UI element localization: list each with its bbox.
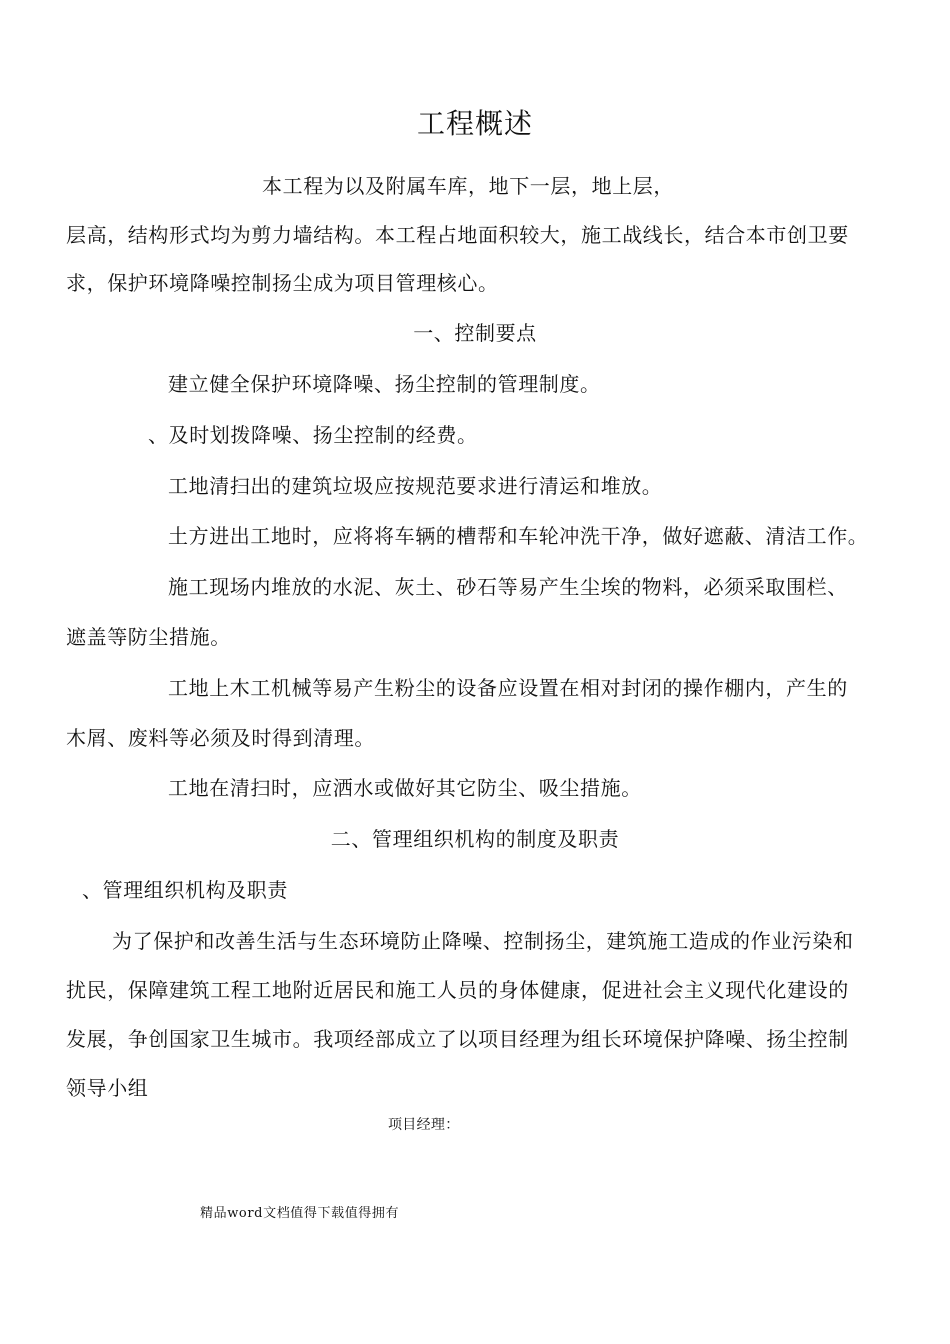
- section-1-paragraph-3: 工地清扫出的建筑垃圾应按规范要求进行清运和堆放。: [168, 474, 663, 498]
- section-1-paragraph-6-line-1: 工地上木工机械等易产生粉尘的设备应设置在相对封闭的操作棚内，产生的: [168, 676, 848, 700]
- page-footer: 精品word文档值得下载值得拥有: [200, 1206, 400, 1221]
- org-chart-label: 项目经理：: [388, 1117, 460, 1133]
- section-2-paragraph-line-4: 领导小组: [66, 1076, 149, 1100]
- intro-line-1: 本工程为以及附属车库，地下一层，地上层，: [262, 174, 674, 198]
- page-title: 工程概述: [416, 107, 533, 140]
- intro-line-2: 层高，结构形式均为剪力墙结构。本工程占地面积较大，施工战线长，结合本市创卫要: [66, 223, 849, 247]
- section-1-paragraph-6-line-2: 木屑、废料等必须及时得到清理。: [66, 726, 375, 750]
- section-1-paragraph-5-line-1: 施工现场内堆放的水泥、灰土、砂石等易产生尘埃的物料，必须采取围栏、: [168, 575, 848, 599]
- section-1-paragraph-5-line-2: 遮盖等防尘措施。: [66, 625, 231, 649]
- section-2-paragraph-line-2: 扰民，保障建筑工程工地附近居民和施工人员的身体健康，促进社会主义现代化建设的: [66, 978, 849, 1002]
- section-2-paragraph-line-3: 发展，争创国家卫生城市。我项经部成立了以项目经理为组长环境保护降噪、扬尘控制: [66, 1027, 849, 1051]
- section-1-paragraph-4: 土方进出工地时，应将将车辆的槽帮和车轮冲洗干净，做好遮蔽、清洁工作。: [168, 524, 869, 548]
- section-1-paragraph-2: 、及时划拨降噪、扬尘控制的经费。: [148, 423, 478, 447]
- section-1-paragraph-1: 建立健全保护环境降噪、扬尘控制的管理制度。: [168, 372, 601, 396]
- section-1-heading: 一、控制要点: [413, 321, 537, 345]
- intro-line-3: 求，保护环境降噪控制扬尘成为项目管理核心。: [66, 271, 499, 295]
- section-1-paragraph-7: 工地在清扫时，应洒水或做好其它防尘、吸尘措施。: [168, 776, 642, 800]
- section-2-subheading: 、管理组织机构及职责: [82, 878, 288, 902]
- section-2-heading: 二、管理组织机构的制度及职责: [330, 827, 620, 851]
- section-2-paragraph-line-1: 为了保护和改善生活与生态环境防止降噪、控制扬尘，建筑施工造成的作业污染和: [112, 929, 854, 953]
